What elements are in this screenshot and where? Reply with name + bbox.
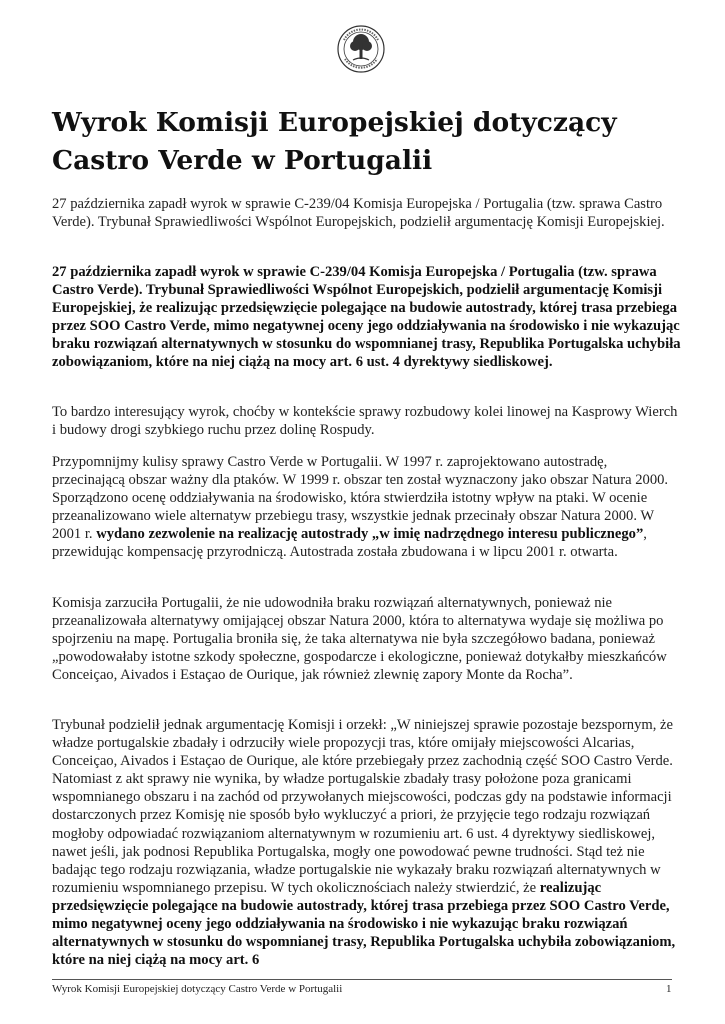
- background-text: Przypomnijmy kulisy sprawy Castro Verde w Portugalii. W 1997 r. zaprojektowano autostradę, przecinającą obszar ważny dla ptaków. W 1999 r. obszar ten został wyznaczony jako obszar Natura 2000. Sporządzono ocenę oddziaływania na środowisko, która stwierdziła istotny wpływ na ptaki. W ocenie przeanalizowano wiele alternatyw przebiegu trasy, wszystkie jednak przecinały obszar Natura 2000. W 2001 r.: [52, 454, 669, 543]
- commission-paragraph: Komisja zarzuciła Portugalii, że nie udowodniła braku rozwiązań alternatywnych, ponieważ nie przeanalizowała alternatywy omijającej obszar Natura 2000, która to alternatywa wydaje się możliwa po spojrzeniu na mapę. Portugalia broniła się, że taka alternatywa nie była szczegółowo badana, ponieważ „powodowałaby istotne szkody społeczne, gospodarcze i ekologiczne, ponieważ dotykałby mieszkańców Conceiçao, Aivados i Estaçao de Ourique, jak również zlewnię zapory Monte da Rocha”.: [52, 595, 667, 684]
- background-text-end: , przewidując kompensację przyrodniczą. Autostrada została zbudowana i w lipcu 2001 r. otwarta.: [52, 526, 647, 561]
- tribunal-paragraph: [52, 716, 682, 969]
- organization-logo-icon: [336, 24, 386, 74]
- context-paragraph: To bardzo interesujący wyrok, choćby w kontekście sprawy rozbudowy kolei linowej na Kasprowy Wierch i budowy drogi szybkiego ruchu przez dolinę Rospudy.: [52, 404, 678, 439]
- background-paragraph: [52, 453, 682, 562]
- footer-divider: [52, 979, 672, 980]
- footer-document-title: Wyrok Komisji Europejskiej dotyczący Castro Verde w Portugalii: [52, 983, 343, 995]
- lead-paragraph: [52, 263, 682, 372]
- intro-paragraph: 27 października zapadł wyrok w sprawie C-239/04 Komisja Europejska / Portugalia (tzw. sprawa Castro Verde). Trybunał Sprawiedliwości Wspólnot Europejskich, podzielił argumentację Komisji Europejskiej.: [52, 196, 665, 231]
- tribunal-bold-text: realizując przedsięwzięcie polegające na budowie autostrady, której trasa przebiega przez SOO Castro Verde, mimo negatywnej oceny jego oddziaływania na środowisko i nie wykazując braku rozwiązań alternatywnych w stosunku do wspomnianej trasy, Republika Portugalska uchybiła zobowiązaniom, które na niej ciążą na mocy art. 6: [52, 879, 676, 969]
- tribunal-text: Trybunał podzielił jednak argumentację Komisji i orzekł: „W niniejszej sprawie pozostaje bezspornym, że władze portugalskie zbadały i odrzuciły wiele propozycji tras, które omijały miejscowości Alcarias, Conceiçao, Aivados i Estaçao de Ourique, ale które przebiegały przez zachodnią część SOO Castro Verde. Natomiast z akt sprawy nie wynika, by władze portugalskie zbadały trasy położone poza granicami wspomnianego obszaru i na zachód od przywołanych miejscowości, podczas gdy na podstawie informacji dostarczonych przez Komisję nie sposób było wykluczyć a priori, że przyjęcie tego rodzaju rozwiązań mogłoby odpowiadać rozwiązaniom alternatywnym w rozumieniu art. 6 ust. 4 dyrektywy siedliskowej, nawet jeśli, jak podnosi Republika Portugalska, mogły one powodować pewne trudności. Stąd też nie badając tego rodzaju rozwiązania, władze portugalskie nie wykazały braku rozwiązań alternatywnych w rozumieniu wspomnianego przepisu. W tych okolicznościach należy stwierdzić, że: [52, 717, 674, 896]
- footer-page-number: 1: [666, 983, 672, 995]
- lead-bold-text: 27 października zapadł wyrok w sprawie C-239/04 Komisja Europejska / Portugalia (tzw. sprawa Castro Verde). Trybunał Sprawiedliwości Wspólnot Europejskich, podzielił argumentację Komisji Europejskiej, że realizując przedsięwzięcie polegające na budowie autostrady, której trasa przebiega przez SOO Castro Verde, mimo negatywnej oceny jego oddziaływania na środowisko i nie wykazując braku rozwiązań alternatywnych w stosunku do wspomnianej trasy, Republika Portugalska uchybiła zobowiązaniom, które na niej ciążą na mocy art. 6 ust. 4 dyrektywy siedliskowej.: [52, 264, 681, 371]
- background-bold-text: wydano zezwolenie na realizację autostrady „w imię nadrzędnego interesu publicznego”: [96, 526, 644, 543]
- page-title: Wyrok Komisji Europejskiej dotyczący Castro Verde w Portugalii: [52, 107, 617, 176]
